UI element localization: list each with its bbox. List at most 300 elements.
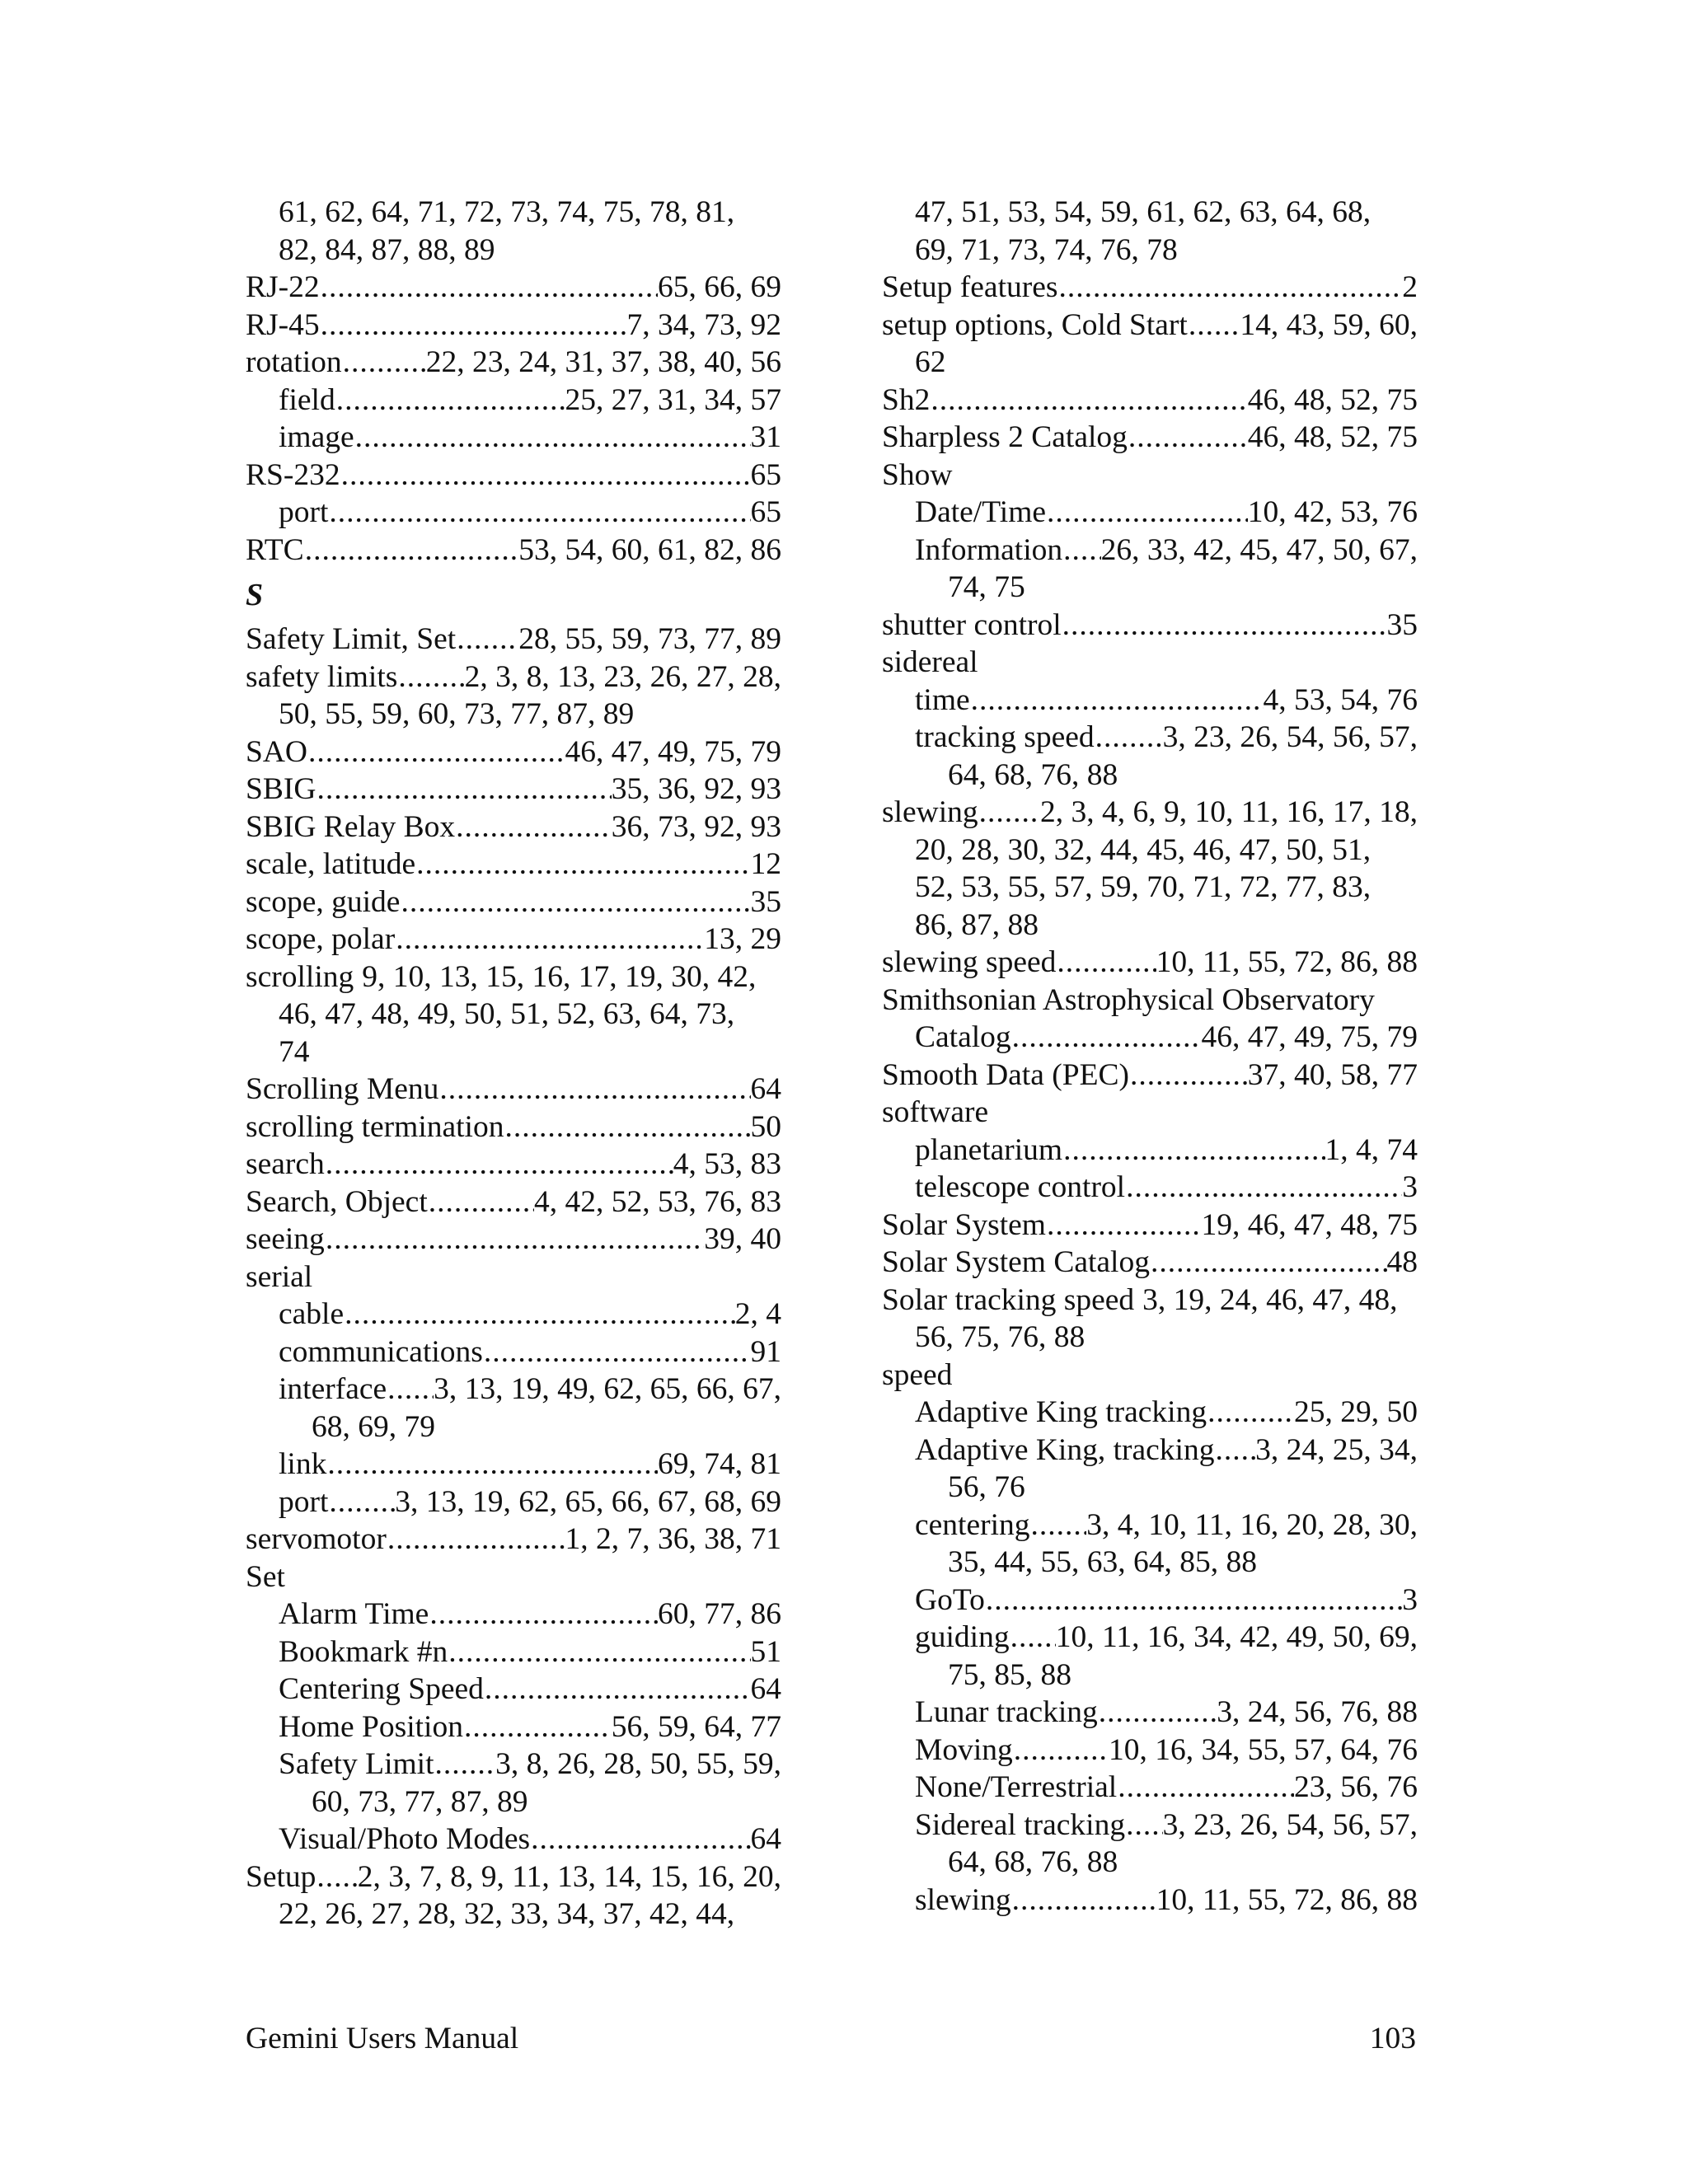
- index-continuation-line: 46, 47, 48, 49, 50, 51, 52, 63, 64, 73,: [279, 997, 735, 1031]
- index-continuation-line: 62: [915, 345, 946, 379]
- dot-leader: [342, 344, 426, 382]
- index-pages: 36, 73, 92, 93: [611, 809, 781, 844]
- index-continuation-line: 22, 26, 27, 28, 32, 33, 34, 37, 42, 44,: [279, 1897, 735, 1931]
- index-entry: [882, 1207, 1418, 1244]
- index-entry: [882, 1094, 1418, 1132]
- index-entry: [882, 457, 1418, 494]
- dot-leader: [530, 1821, 750, 1858]
- dot-leader: [484, 1671, 751, 1708]
- dot-leader: [1207, 1394, 1294, 1432]
- dot-leader: [320, 269, 658, 307]
- index-pages: 3, 13, 19, 49, 62, 65, 66, 67,: [434, 1372, 781, 1406]
- index-row: [882, 1019, 1418, 1057]
- index-term: Sidereal tracking: [915, 1807, 1126, 1842]
- index-term: slewing: [915, 1882, 1011, 1917]
- index-pages: 2, 3, 7, 8, 9, 11, 13, 14, 15, 16, 20,: [357, 1859, 781, 1894]
- index-row: [915, 1169, 1418, 1207]
- dot-leader: [456, 621, 518, 658]
- dot-leader: [1013, 1732, 1109, 1769]
- index-row: [279, 1296, 781, 1333]
- index-pages: 3: [1402, 1170, 1418, 1204]
- dot-leader: [1011, 1882, 1156, 1919]
- index-entry: [882, 419, 1418, 457]
- dot-leader: [1125, 1169, 1402, 1207]
- index-term: RJ-22: [246, 270, 320, 304]
- dot-leader: [344, 1296, 735, 1333]
- dot-leader: [1062, 1132, 1325, 1169]
- dot-leader: [1098, 1694, 1217, 1732]
- index-column-right: [882, 194, 1418, 1919]
- index-pages: 2, 3, 4, 6, 9, 10, 11, 16, 17, 18,: [1040, 795, 1418, 829]
- index-pages: 48: [1386, 1245, 1418, 1279]
- index-row: [246, 733, 781, 771]
- index-pages: 25, 29, 50: [1294, 1395, 1418, 1429]
- index-term: Search, Object: [246, 1184, 428, 1219]
- index-continuation-line: 56, 75, 76, 88: [915, 1320, 1085, 1354]
- index-term: serial: [246, 1259, 313, 1294]
- dot-leader: [1117, 1769, 1294, 1807]
- index-row: [882, 607, 1418, 644]
- index-term: time: [915, 682, 970, 717]
- index-pages: 64: [750, 1822, 781, 1856]
- index-entry: [246, 457, 781, 494]
- index-term: search: [246, 1147, 325, 1181]
- dot-leader: [335, 382, 565, 419]
- index-entry: [246, 1221, 781, 1258]
- index-entry: [279, 1671, 781, 1708]
- index-pages: 46, 48, 52, 75: [1247, 382, 1418, 417]
- index-row: [279, 1746, 781, 1783]
- index-pages: 3, 23, 26, 54, 56, 57,: [1162, 1807, 1418, 1842]
- index-pages: 9, 10, 13, 15, 16, 17, 19, 30, 42,: [362, 959, 757, 994]
- index-pages: 2, 3, 8, 13, 23, 26, 27, 28,: [464, 659, 781, 694]
- dot-leader: [978, 794, 1040, 832]
- index-pages: 13, 29: [704, 922, 781, 956]
- index-term: software: [882, 1095, 989, 1129]
- index-term: Setup features: [882, 270, 1058, 304]
- dot-leader: [316, 1858, 357, 1896]
- index-term: telescope control: [915, 1170, 1126, 1204]
- index-term: slewing speed: [882, 945, 1057, 979]
- dot-leader: [307, 733, 565, 771]
- index-entry: [915, 1619, 1418, 1694]
- index-row: [915, 1619, 1418, 1657]
- dot-leader: [1125, 1807, 1163, 1844]
- index-row: [915, 1769, 1418, 1807]
- dot-leader: [1188, 307, 1240, 344]
- index-continuation-line: 75, 85, 88: [948, 1657, 1071, 1692]
- index-term: None/Terrestrial: [915, 1770, 1118, 1804]
- index-term: Visual/Photo Modes: [279, 1822, 531, 1856]
- dot-leader: [504, 1108, 750, 1146]
- dot-leader: [397, 658, 464, 696]
- index-pages: 12: [750, 847, 781, 881]
- index-entry: [246, 1146, 781, 1183]
- index-row: [915, 719, 1418, 757]
- index-row: [915, 532, 1418, 569]
- index-row: [246, 771, 781, 808]
- dot-leader: [387, 1521, 565, 1558]
- index-term: interface: [279, 1372, 387, 1406]
- index-row: [882, 419, 1418, 457]
- index-term: communications: [279, 1334, 483, 1369]
- index-entry: [279, 494, 781, 532]
- index-pages: 65: [750, 495, 781, 529]
- index-row: [915, 1432, 1418, 1469]
- index-entry: [915, 682, 1418, 719]
- dot-leader: [325, 1146, 673, 1183]
- index-entry: [246, 1258, 781, 1296]
- dot-leader: [483, 1333, 751, 1371]
- index-pages: 3, 4, 10, 11, 16, 20, 28, 30,: [1086, 1507, 1418, 1542]
- dot-leader: [387, 1371, 434, 1408]
- dot-leader: [930, 382, 1247, 419]
- index-entry: [246, 658, 781, 733]
- index-term: sidereal: [882, 645, 978, 679]
- index-row: [246, 883, 781, 921]
- index-pages: 37, 40, 58, 77: [1247, 1057, 1418, 1092]
- index-term: link: [279, 1447, 327, 1481]
- index-term: Lunar tracking: [915, 1695, 1098, 1729]
- index-entry: [882, 1244, 1418, 1282]
- index-term: scrolling: [246, 959, 354, 994]
- index-entry: [882, 269, 1418, 307]
- dot-leader: [434, 1746, 496, 1783]
- dot-leader: [1129, 1057, 1248, 1094]
- index-entry: [279, 1821, 781, 1858]
- index-term: Centering Speed: [279, 1672, 484, 1706]
- index-pages: 4, 42, 52, 53, 76, 83: [534, 1184, 781, 1219]
- index-entry: [246, 532, 781, 569]
- index-term: slewing: [882, 795, 978, 829]
- index-term: scope, polar: [246, 922, 396, 956]
- index-term: safety limits: [246, 659, 398, 694]
- index-term: Information: [915, 532, 1063, 567]
- index-section-letter: S: [246, 578, 264, 612]
- index-entry: [915, 1882, 1418, 1919]
- index-row: [246, 658, 781, 696]
- index-row: [279, 1821, 781, 1858]
- index-row: [882, 944, 1418, 982]
- index-row: [279, 1708, 781, 1746]
- dot-leader: [1214, 1432, 1255, 1469]
- index-entry: [279, 1371, 781, 1446]
- index-pages: 65: [750, 457, 781, 492]
- index-pages: 91: [750, 1334, 781, 1369]
- index-row: [246, 921, 781, 958]
- index-entry: [279, 194, 781, 269]
- index-pages: 64: [750, 1672, 781, 1706]
- dot-leader: [320, 307, 627, 344]
- index-entry: [246, 808, 781, 846]
- index-term: Date/Time: [915, 495, 1047, 529]
- index-row: [915, 682, 1418, 719]
- index-continuation-line: 50, 55, 59, 60, 73, 77, 87, 89: [279, 697, 635, 731]
- index-row: [246, 1146, 781, 1183]
- index-term: Solar System: [882, 1207, 1046, 1242]
- dot-leader: [985, 1582, 1402, 1619]
- index-term: Scrolling Menu: [246, 1072, 439, 1106]
- index-entry: [882, 794, 1418, 944]
- index-entry: [882, 607, 1418, 644]
- index-entry: [915, 1507, 1418, 1582]
- index-row: [246, 1183, 781, 1221]
- dot-leader: [326, 1446, 658, 1483]
- index-term: Safety Limit: [279, 1747, 434, 1781]
- index-term: Show: [882, 457, 953, 492]
- index-term: Adaptive King tracking: [915, 1395, 1207, 1429]
- index-pages: 4, 53, 83: [673, 1147, 781, 1181]
- index-row: [279, 1633, 781, 1671]
- index-row: [246, 307, 781, 344]
- index-term: Sh2: [882, 382, 931, 417]
- dot-leader: [1150, 1244, 1387, 1282]
- index-continuation-line: 86, 87, 88: [915, 907, 1039, 942]
- index-row: [279, 1333, 781, 1371]
- index-pages: 26, 33, 42, 45, 47, 50, 67,: [1100, 532, 1418, 567]
- index-entry: [246, 921, 781, 958]
- index-row: [279, 494, 781, 532]
- index-term: Bookmark #n: [279, 1634, 448, 1669]
- index-row: [279, 1483, 781, 1521]
- index-pages: 10, 11, 55, 72, 86, 88: [1156, 1882, 1418, 1917]
- index-continuation-line: 61, 62, 64, 71, 72, 73, 74, 75, 78, 81,: [279, 195, 735, 229]
- index-row: [279, 1596, 781, 1633]
- index-entry: [882, 644, 1418, 682]
- index-row: [915, 1882, 1418, 1919]
- index-row: [882, 269, 1418, 307]
- dot-leader: [455, 808, 612, 846]
- dot-leader: [395, 921, 704, 958]
- index-entry: [279, 382, 781, 419]
- index-term: scrolling termination: [246, 1109, 504, 1144]
- index-entry: [246, 958, 781, 1071]
- index-pages: 35: [750, 884, 781, 919]
- index-continuation-line: 56, 76: [948, 1470, 1025, 1504]
- index-entry: [915, 532, 1418, 607]
- index-term: RTC: [246, 532, 304, 567]
- index-pages: 46, 48, 52, 75: [1247, 420, 1418, 454]
- index-entry: [882, 982, 1418, 1057]
- index-entry: [246, 733, 781, 771]
- index-row: [882, 1244, 1418, 1282]
- index-entry: [279, 1708, 781, 1746]
- index-entry: [915, 1694, 1418, 1732]
- index-entry: [246, 1521, 781, 1558]
- index-entry: [246, 1108, 781, 1146]
- index-term: servomotor: [246, 1522, 387, 1556]
- dot-leader: [1011, 1019, 1202, 1057]
- index-entry: [279, 1333, 781, 1371]
- index-row: [915, 1394, 1418, 1432]
- index-term: tracking speed: [915, 720, 1095, 754]
- index-term: field: [279, 382, 335, 417]
- index-term: GoTo: [915, 1582, 985, 1617]
- dot-leader: [1056, 944, 1156, 982]
- index-continuation-line: 68, 69, 79: [312, 1409, 435, 1444]
- index-row: [882, 794, 1418, 832]
- dot-leader: [1062, 607, 1387, 644]
- index-row: [915, 494, 1418, 532]
- index-term: rotation: [246, 345, 342, 379]
- dot-leader: [316, 771, 611, 808]
- index-pages: 4, 53, 54, 76: [1263, 682, 1418, 717]
- index-term: Smithsonian Astrophysical Observatory: [882, 982, 1375, 1017]
- index-row: [882, 1057, 1418, 1094]
- index-continuation-line: 64, 68, 76, 88: [948, 757, 1118, 792]
- index-row: [882, 307, 1418, 344]
- index-entry: [915, 1132, 1418, 1169]
- index-row: [882, 382, 1418, 419]
- dot-leader: [438, 1071, 750, 1108]
- index-row: [882, 1282, 1418, 1319]
- dot-leader: [1010, 1619, 1056, 1657]
- index-term: setup options, Cold Start: [882, 307, 1188, 342]
- dot-leader: [1046, 494, 1248, 532]
- index-pages: 31: [750, 420, 781, 454]
- index-pages: 22, 23, 24, 31, 37, 38, 40, 56: [425, 345, 781, 379]
- index-pages: 2, 4: [734, 1297, 781, 1331]
- index-row: [246, 457, 781, 494]
- index-entry: [915, 1169, 1418, 1207]
- index-pages: 50: [750, 1109, 781, 1144]
- index-term: RJ-45: [246, 307, 320, 342]
- index-entry: [915, 1432, 1418, 1507]
- index-continuation-line: 82, 84, 87, 88, 89: [279, 232, 495, 267]
- index-row: [915, 1132, 1418, 1169]
- index-term: Alarm Time: [279, 1597, 429, 1631]
- index-pages: 3, 13, 19, 62, 65, 66, 67, 68, 69: [395, 1484, 781, 1519]
- index-entry: [246, 771, 781, 808]
- index-term: Sharpless 2 Catalog: [882, 420, 1128, 454]
- index-entry: [279, 1633, 781, 1671]
- index-entry: [915, 1394, 1418, 1432]
- index-pages: 7, 34, 73, 92: [626, 307, 781, 342]
- index-row: [882, 1357, 1418, 1394]
- index-entry: [246, 621, 781, 658]
- index-pages: 46, 47, 49, 75, 79: [565, 734, 781, 769]
- index-term: shutter control: [882, 607, 1062, 642]
- dot-leader: [1095, 719, 1163, 757]
- index-continuation-line: 47, 51, 53, 54, 59, 61, 62, 63, 64, 68,: [915, 195, 1372, 229]
- index-pages: 3, 24, 25, 34,: [1255, 1432, 1418, 1467]
- index-row: [915, 1507, 1418, 1544]
- footer-page-number: 103: [1369, 2022, 1416, 2055]
- index-row: [246, 1521, 781, 1558]
- index-pages: 14, 43, 59, 60,: [1240, 307, 1418, 342]
- index-term: scale, latitude: [246, 847, 416, 881]
- index-entry: [246, 846, 781, 883]
- index-row: [915, 1732, 1418, 1769]
- index-continuation-line: 60, 73, 77, 87, 89: [312, 1784, 528, 1819]
- index-row: [246, 532, 781, 569]
- index-pages: 65, 66, 69: [658, 270, 781, 304]
- index-entry: [915, 1582, 1418, 1619]
- index-continuation-line: 74: [279, 1034, 310, 1069]
- index-term: Home Position: [279, 1709, 463, 1744]
- index-term: SAO: [246, 734, 308, 769]
- index-pages: 10, 42, 53, 76: [1247, 495, 1418, 529]
- index-entry: [915, 1732, 1418, 1769]
- index-entry: [279, 1746, 781, 1821]
- index-pages: 10, 16, 34, 55, 57, 64, 76: [1109, 1732, 1418, 1767]
- index-row: [246, 269, 781, 307]
- index-entry: [246, 1858, 781, 1933]
- index-row: [882, 1094, 1418, 1132]
- index-row: [246, 846, 781, 883]
- dot-leader: [1046, 1207, 1202, 1244]
- index-term: image: [279, 420, 354, 454]
- index-pages: 53, 54, 60, 61, 82, 86: [518, 532, 781, 567]
- index-row: [279, 1671, 781, 1708]
- index-continuation-line: 52, 53, 55, 57, 59, 70, 71, 72, 77, 83,: [915, 870, 1372, 904]
- index-continuation-line: 74, 75: [948, 570, 1025, 604]
- index-pages: 19, 46, 47, 48, 75: [1201, 1207, 1418, 1242]
- index-term: Smooth Data (PEC): [882, 1057, 1129, 1092]
- index-term: seeing: [246, 1222, 325, 1256]
- index-pages: 56, 59, 64, 77: [611, 1709, 781, 1744]
- index-entry: [279, 1296, 781, 1333]
- index-row: [246, 1558, 781, 1596]
- index-row: [915, 1582, 1418, 1619]
- index-pages: 3, 19, 24, 46, 47, 48,: [1142, 1282, 1398, 1317]
- dot-leader: [1057, 269, 1402, 307]
- index-row: [246, 621, 781, 658]
- index-row: [246, 958, 781, 996]
- index-row: [246, 1221, 781, 1258]
- index-row: [279, 419, 781, 457]
- index-term: SBIG: [246, 772, 316, 806]
- dot-leader: [325, 1221, 704, 1258]
- index-entry: [246, 1558, 781, 1596]
- index-entry: [915, 494, 1418, 532]
- index-term: centering: [915, 1507, 1030, 1542]
- index-row: [246, 1071, 781, 1108]
- index-entry: [246, 883, 781, 921]
- index-term: port: [279, 1484, 329, 1519]
- dot-leader: [1030, 1507, 1087, 1544]
- index-pages: 35: [1386, 607, 1418, 642]
- index-entry: [915, 194, 1418, 269]
- index-pages: 1, 4, 74: [1325, 1132, 1418, 1167]
- index-entry: [915, 1807, 1418, 1882]
- index-entry: [882, 944, 1418, 982]
- index-entry: [246, 344, 781, 382]
- dot-leader: [415, 846, 750, 883]
- index-pages: 69, 74, 81: [658, 1447, 781, 1481]
- index-continuation-line: 20, 28, 30, 32, 44, 45, 46, 47, 50, 51,: [915, 832, 1372, 867]
- index-entry: [915, 719, 1418, 794]
- index-continuation-line: 64, 68, 76, 88: [948, 1845, 1118, 1879]
- index-entry: [246, 1071, 781, 1108]
- index-row: [882, 644, 1418, 682]
- index-pages: 2: [1402, 270, 1418, 304]
- index-term-continued: Catalog: [915, 1020, 1011, 1054]
- dot-leader: [448, 1633, 750, 1671]
- index-term: speed: [882, 1357, 953, 1392]
- index-term: RS-232: [246, 457, 340, 492]
- index-entry: [882, 1282, 1418, 1357]
- index-pages: 3, 23, 26, 54, 56, 57,: [1162, 720, 1418, 754]
- dot-leader: [428, 1183, 534, 1221]
- index-pages: 1, 2, 7, 36, 38, 71: [565, 1522, 781, 1556]
- index-entry: [882, 1057, 1418, 1094]
- index-row: [915, 1694, 1418, 1732]
- index-row: [279, 1371, 781, 1408]
- index-entry: [246, 269, 781, 307]
- dot-leader: [1128, 419, 1248, 457]
- index-term: Solar tracking speed: [882, 1282, 1135, 1317]
